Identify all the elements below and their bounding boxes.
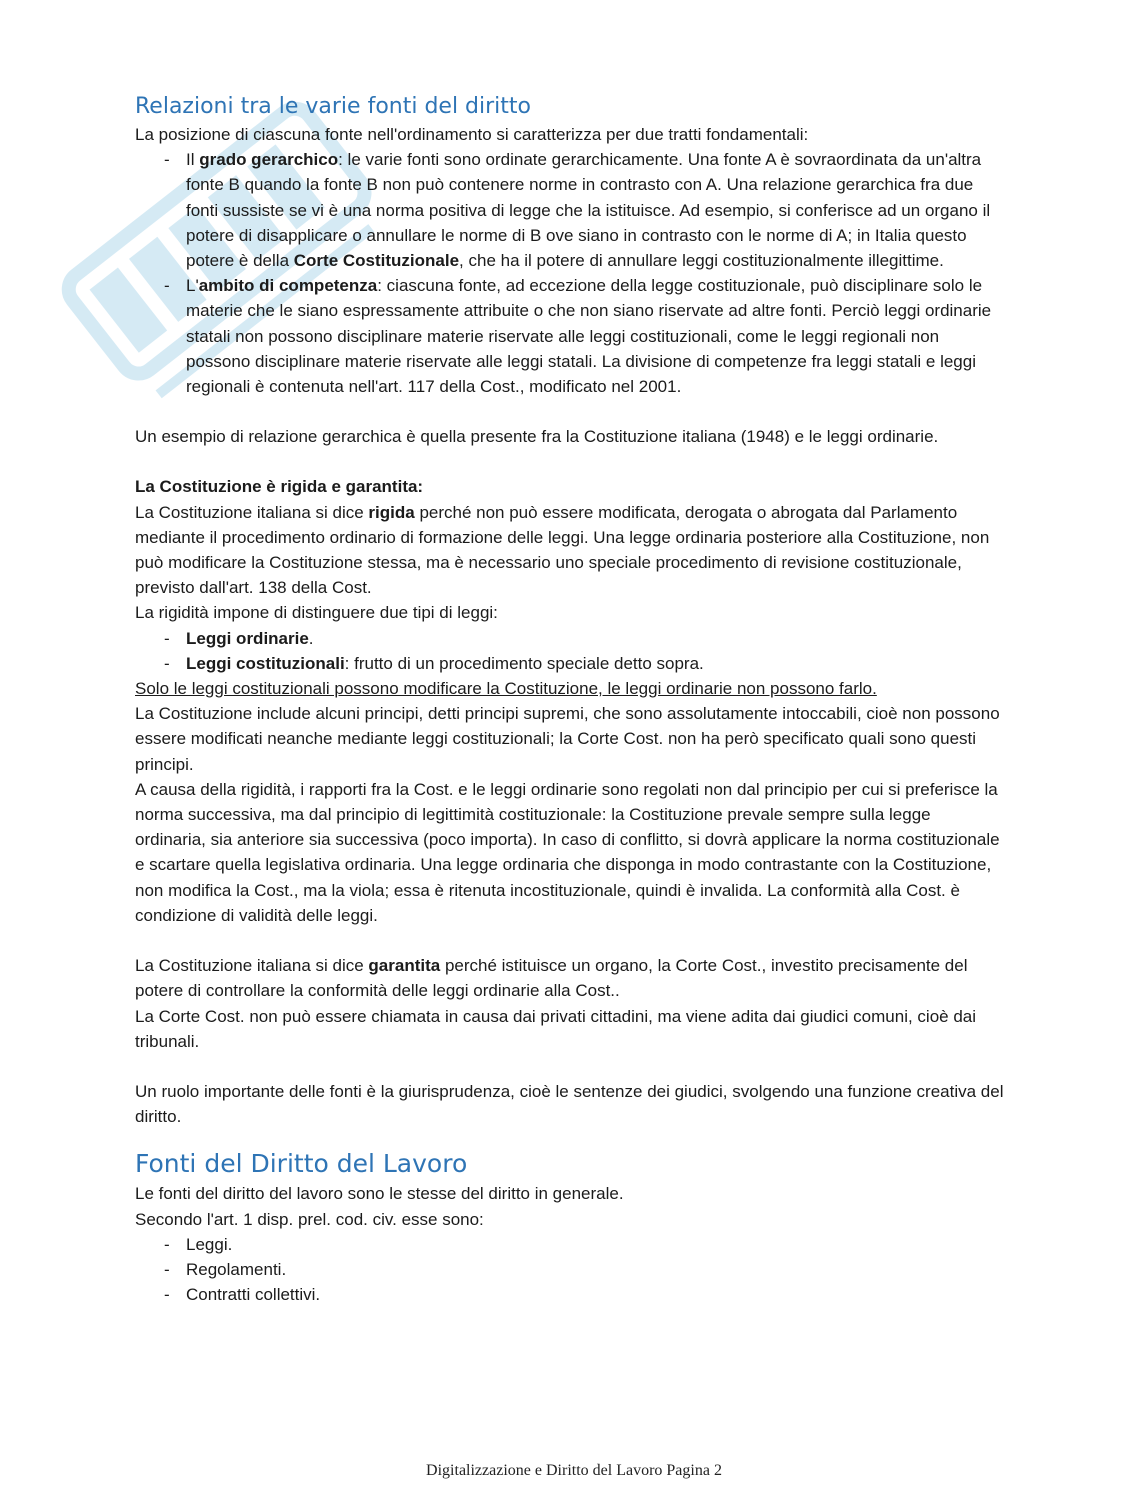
guaranteed-paragraph: La Costituzione italiana si dice garantita perché istituisce un organo, la Corte Cost., investito precisamente del potere di controllare la conformità delle leggi ordinarie alla Cost.. bbox=[135, 956, 968, 1001]
traits-list bbox=[135, 147, 1005, 399]
list-item-grado-gerarchico: - Il grado gerarchico: le varie fonti sono ordinate gerarchicamente. Una fonte A è sovraordinata da un'altra fonte B quando la fonte B non può contenere norme in contrasto con A. Una relazione gerarchica fra due fonti sussiste se vi è una norma positiva di legge che la istituisce. Ad esempio, si conferisce ad un organo il potere di disapplicare o annullare le norme di B ove siano in contrasto con le norme di A; in Italia questo potere è della Corte Costituzionale, che ha il potere di annullare leggi costituzionalmente illegittime. bbox=[186, 147, 1005, 273]
rigid-paragraph: La Costituzione italiana si dice rigida perché non può essere modificata, derogata o abrogata dal Parlamento mediante il procedimento ordinario di formazione delle leggi. Una legge ordinaria posteriore alla Costituzione, non può modificare la Costituzione stessa, ma è necessario uno speciale procedimento di revisione costituzionale, previsto dall'art. 138 della Cost. bbox=[135, 502, 990, 598]
section-intro: La posizione di ciascuna fonte nell'ordinamento si caratterizza per due tratti fondamentali: bbox=[135, 125, 809, 144]
labour-sources-article: Secondo l'art. 1 disp. prel. cod. civ. esse sono: bbox=[135, 1209, 484, 1229]
list-item: - Leggi. bbox=[186, 1232, 1005, 1257]
legitimacy-paragraph: A causa della rigidità, i rapporti fra la Cost. e le leggi ordinarie sono regolati non dal principio per cui si preferisce la norma successiva, ma dal principio di legittimità costituzionale: la Costituzione prevale sempre sulla legge ordinaria, sia anteriore sia successiva (poco importa). In caso di conflitto, si dovrà applicare la norma costituzionale e scartare quella legislativa ordinaria. Una legge ordinaria che disponga in modo contrastante con la Costituzione, non modifica la Cost., ma la viola; essa è ritenuta incostituzionale, quindi è invalida. La conformità alla Cost. è condizione di validità delle leggi. bbox=[135, 779, 1000, 925]
jurisprudence-paragraph: Un ruolo importante delle fonti è la giurisprudenza, cioè le sentenze dei giudici, svolgendo una funzione creativa del diritto. bbox=[135, 1081, 1004, 1127]
supreme-principles-paragraph: La Costituzione include alcuni principi, detti principi supremi, che sono assolutamente intoccabili, cioè non possono essere modificati neanche mediante leggi costituzionali; la Corte Cost. non ha però specificato quali sono questi principi. bbox=[135, 704, 1000, 774]
law-types-list bbox=[135, 626, 1005, 676]
underlined-statement: Solo le leggi costituzionali possono modificare la Costituzione, le leggi ordinarie non possono farlo. bbox=[135, 679, 877, 699]
court-paragraph: La Corte Cost. non può essere chiamata in causa dai privati cittadini, ma viene adita dai giudici comuni, cioè dai tribunali. bbox=[135, 1006, 977, 1051]
list-item: - Regolamenti. bbox=[186, 1257, 1005, 1282]
rigid-heading: La Costituzione è rigida e garantita: bbox=[135, 477, 424, 497]
document-page bbox=[135, 92, 1005, 1307]
section-heading-fonti-lavoro: Fonti del Diritto del Lavoro bbox=[135, 1149, 468, 1179]
labour-sources-intro: Le fonti del diritto del lavoro sono le stesse del diritto in generale. bbox=[135, 1184, 624, 1204]
section-heading-relazioni: Relazioni tra le varie fonti del diritto bbox=[135, 94, 531, 119]
list-item-ambito-competenza: - L'ambito di competenza: ciascuna fonte, ad eccezione della legge costituzionale, può disciplinare solo le materie che le siano espressamente attribuite o che non siano riservate ad altre fonti. Perciò leggi ordinarie statali non possono disciplinare materie riservate alle leggi costituzionali, come le leggi regionali non possono disciplinare materie riservate alle leggi statali. La divisione di competenze fra leggi statali e leggi regionali è contenuta nell'art. 117 della Cost., modificato nel 2001. bbox=[186, 273, 1005, 399]
list-item-leggi-ordinarie: - Leggi ordinarie. bbox=[186, 626, 1005, 651]
list-item-leggi-costituzionali: - Leggi costituzionali: frutto di un procedimento speciale detto sopra. bbox=[186, 651, 1005, 676]
hierarchy-example: Un esempio di relazione gerarchica è quella presente fra la Costituzione italiana (1948) e le leggi ordinarie. bbox=[135, 427, 939, 447]
law-types-intro: La rigidità impone di distinguere due tipi di leggi: bbox=[135, 603, 498, 623]
list-item: - Contratti collettivi. bbox=[186, 1282, 1005, 1307]
page-footer: Digitalizzazione e Diritto del Lavoro Pagina 2 bbox=[426, 1462, 722, 1479]
labour-sources-list bbox=[135, 1232, 1005, 1308]
